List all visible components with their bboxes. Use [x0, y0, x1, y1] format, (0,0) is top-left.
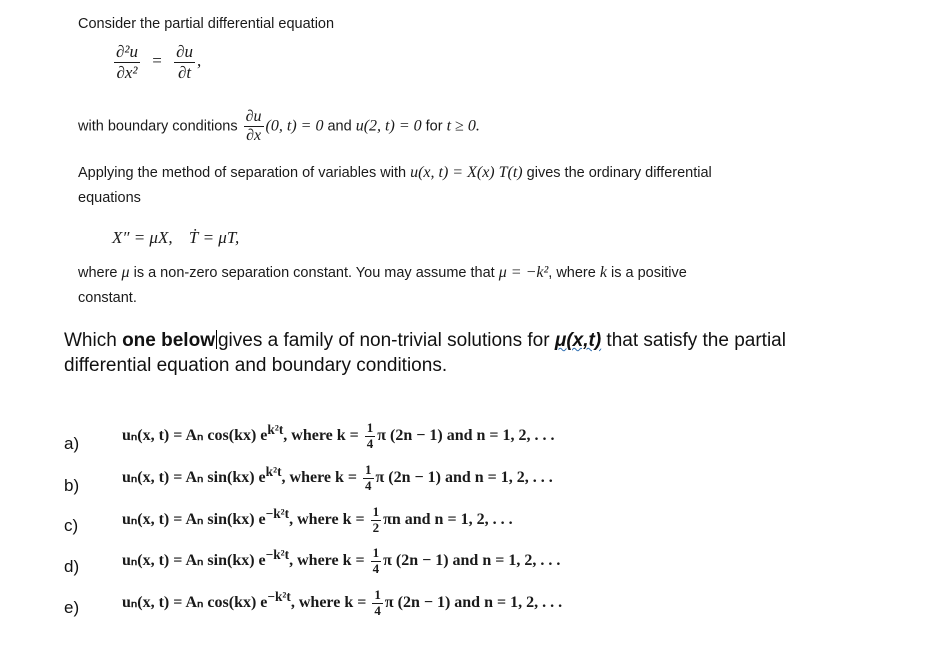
where-sentence: where μ is a non-zero separation constant. You may assume that μ = −k², where k is a positive [78, 264, 687, 281]
option-e[interactable]: uₙ(x, t) = Aₙ cos(kx) $e^{-k^2t}$, where k = $\frac{1}{4}$ π (2n − 1) and n = 1, 2, . . . [122, 587, 563, 618]
option-label-d[interactable]: d) [64, 557, 80, 576]
option-label-e[interactable]: e) [64, 598, 80, 617]
prompt-line-2: differential equation and boundary conditions. [64, 355, 448, 376]
separation-sentence-end: equations [78, 190, 141, 206]
pde-equation: $\frac{\text{∂²u}}{\text{∂x²}}$ = $\frac{\partial u}{\partial t}$ , [116, 42, 202, 82]
where-sentence-end: constant. [78, 290, 137, 306]
option-d[interactable]: uₙ(x, t) = Aₙ sin(kx) $e^{-k^2t}$, where k = $\frac{1}{4}$ π (2n − 1) and n = 1, 2, . . . [122, 545, 561, 576]
ode-equations: X″ = μX, Ṫ = μT, [112, 228, 240, 247]
option-a[interactable]: uₙ(x, t) = Aₙ cos(kx) $e^{k^2t}$, where k = $\frac{1}{4}$ π (2n − 1) and n = 1, 2, . . . [122, 420, 555, 451]
option-label-c[interactable]: c) [64, 516, 79, 535]
option-label-a[interactable]: a) [64, 434, 80, 453]
option-c[interactable]: uₙ(x, t) = Aₙ sin(kx) $e^{-k^2t}$, where k = $\frac{1}{2}$ πn and n = 1, 2, . . . [122, 504, 513, 535]
pde-rhs-fraction: $\frac{\partial u}{\partial t}$ [176, 42, 193, 82]
prompt-line-1: Which one below gives a family of non-trivial solutions for μ(x,t) that satisfy the partial [64, 330, 786, 351]
pde-lhs-fraction: $\frac{\text{∂²u}}{\text{∂x²}}$ [116, 42, 138, 82]
intro-text: Consider the partial differential equation [78, 16, 335, 32]
text-cursor [216, 330, 217, 349]
separation-sentence: Applying the method of separation of variables with u(x, t) = X(x) T(t) gives the ordinary differential [78, 164, 712, 181]
option-b[interactable]: uₙ(x, t) = Aₙ sin(kx) $e^{k^2t}$, where k = $\frac{1}{4}$ π (2n − 1) and n = 1, 2, . . . [122, 462, 553, 493]
spellcheck-flagged-word: μ(x,t) [554, 330, 602, 351]
option-label-b[interactable]: b) [64, 476, 80, 495]
boundary-conditions: with boundary conditions $\frac{\partial u}{\partial x}$ (0, t) = 0 and u(2, t) = 0 for t ≥ 0. [78, 108, 480, 145]
